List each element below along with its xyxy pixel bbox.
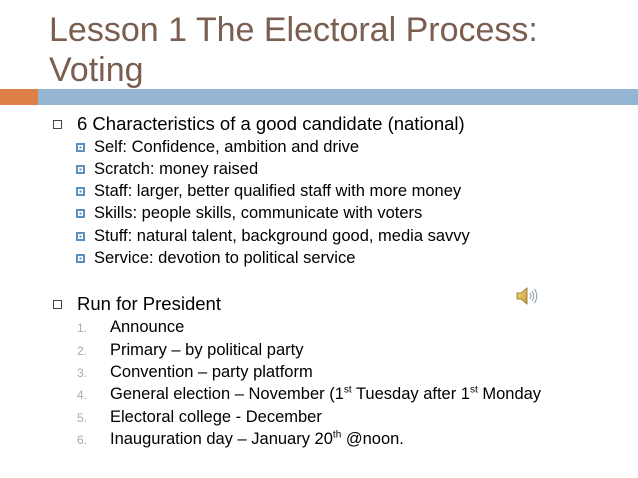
list-item [76, 248, 355, 268]
list-item [76, 226, 470, 246]
square-bullet-icon [53, 300, 62, 309]
speaker-icon[interactable] [515, 285, 539, 307]
square-bullet-icon [76, 232, 85, 241]
accent-band-blue [38, 89, 638, 105]
item-text: Announce [110, 318, 185, 336]
list-item [76, 181, 461, 201]
title-line-1: Lesson 1 The Electoral Process: [49, 11, 538, 49]
list-item [76, 159, 258, 179]
list-item [76, 137, 359, 157]
item-number: 3. [77, 366, 88, 380]
item-number: 6. [77, 433, 88, 447]
item-text: Primary – by political party [110, 341, 304, 359]
item-text: Electoral college - December [110, 408, 322, 426]
list-item-text: Staff: larger, better qualified staff with more money [94, 182, 462, 200]
numbered-item [77, 407, 322, 428]
square-bullet-icon [53, 120, 62, 129]
list-item-text: Stuff: natural talent, background good, media savvy [94, 227, 470, 245]
square-bullet-icon [76, 209, 85, 218]
list-item-text: Service: devotion to political service [94, 249, 356, 267]
square-bullet-icon [76, 254, 85, 263]
text-part: @noon. [341, 430, 404, 448]
section-heading-characteristics [53, 113, 465, 135]
numbered-item [77, 340, 303, 361]
square-bullet-icon [76, 187, 85, 196]
text-part: Tuesday after 1 [351, 385, 470, 403]
list-item-text: Skills: people skills, communicate with voters [94, 204, 423, 222]
item-number: 2. [77, 344, 88, 358]
superscript: st [343, 384, 352, 396]
section-heading-text: Run for President [77, 293, 221, 314]
numbered-item [77, 384, 541, 405]
list-item [76, 203, 422, 223]
text-part: General election – November (1 [110, 385, 344, 403]
slide-title [49, 10, 609, 90]
numbered-item [77, 362, 313, 383]
square-bullet-icon [76, 143, 85, 152]
section-heading-text: 6 Characteristics of a good candidate (national) [77, 113, 465, 134]
numbered-item [77, 317, 184, 338]
text-part: Inauguration day – January 20 [110, 430, 333, 448]
item-number: 4. [77, 388, 88, 402]
title-line-2: Voting [49, 51, 144, 89]
item-number: 1. [77, 321, 88, 335]
item-text [110, 384, 541, 404]
text-part: Monday [477, 385, 542, 403]
list-item-text: Scratch: money raised [94, 160, 259, 178]
accent-band-orange [0, 89, 38, 105]
item-number: 5. [77, 411, 88, 425]
list-item-text: Self: Confidence, ambition and drive [94, 138, 360, 156]
superscript: st [469, 384, 478, 396]
item-text [110, 429, 404, 449]
numbered-item [77, 429, 404, 450]
superscript: th [332, 429, 342, 441]
section-heading-run-for-president [53, 293, 221, 315]
square-bullet-icon [76, 165, 85, 174]
item-text: Convention – party platform [110, 363, 313, 381]
